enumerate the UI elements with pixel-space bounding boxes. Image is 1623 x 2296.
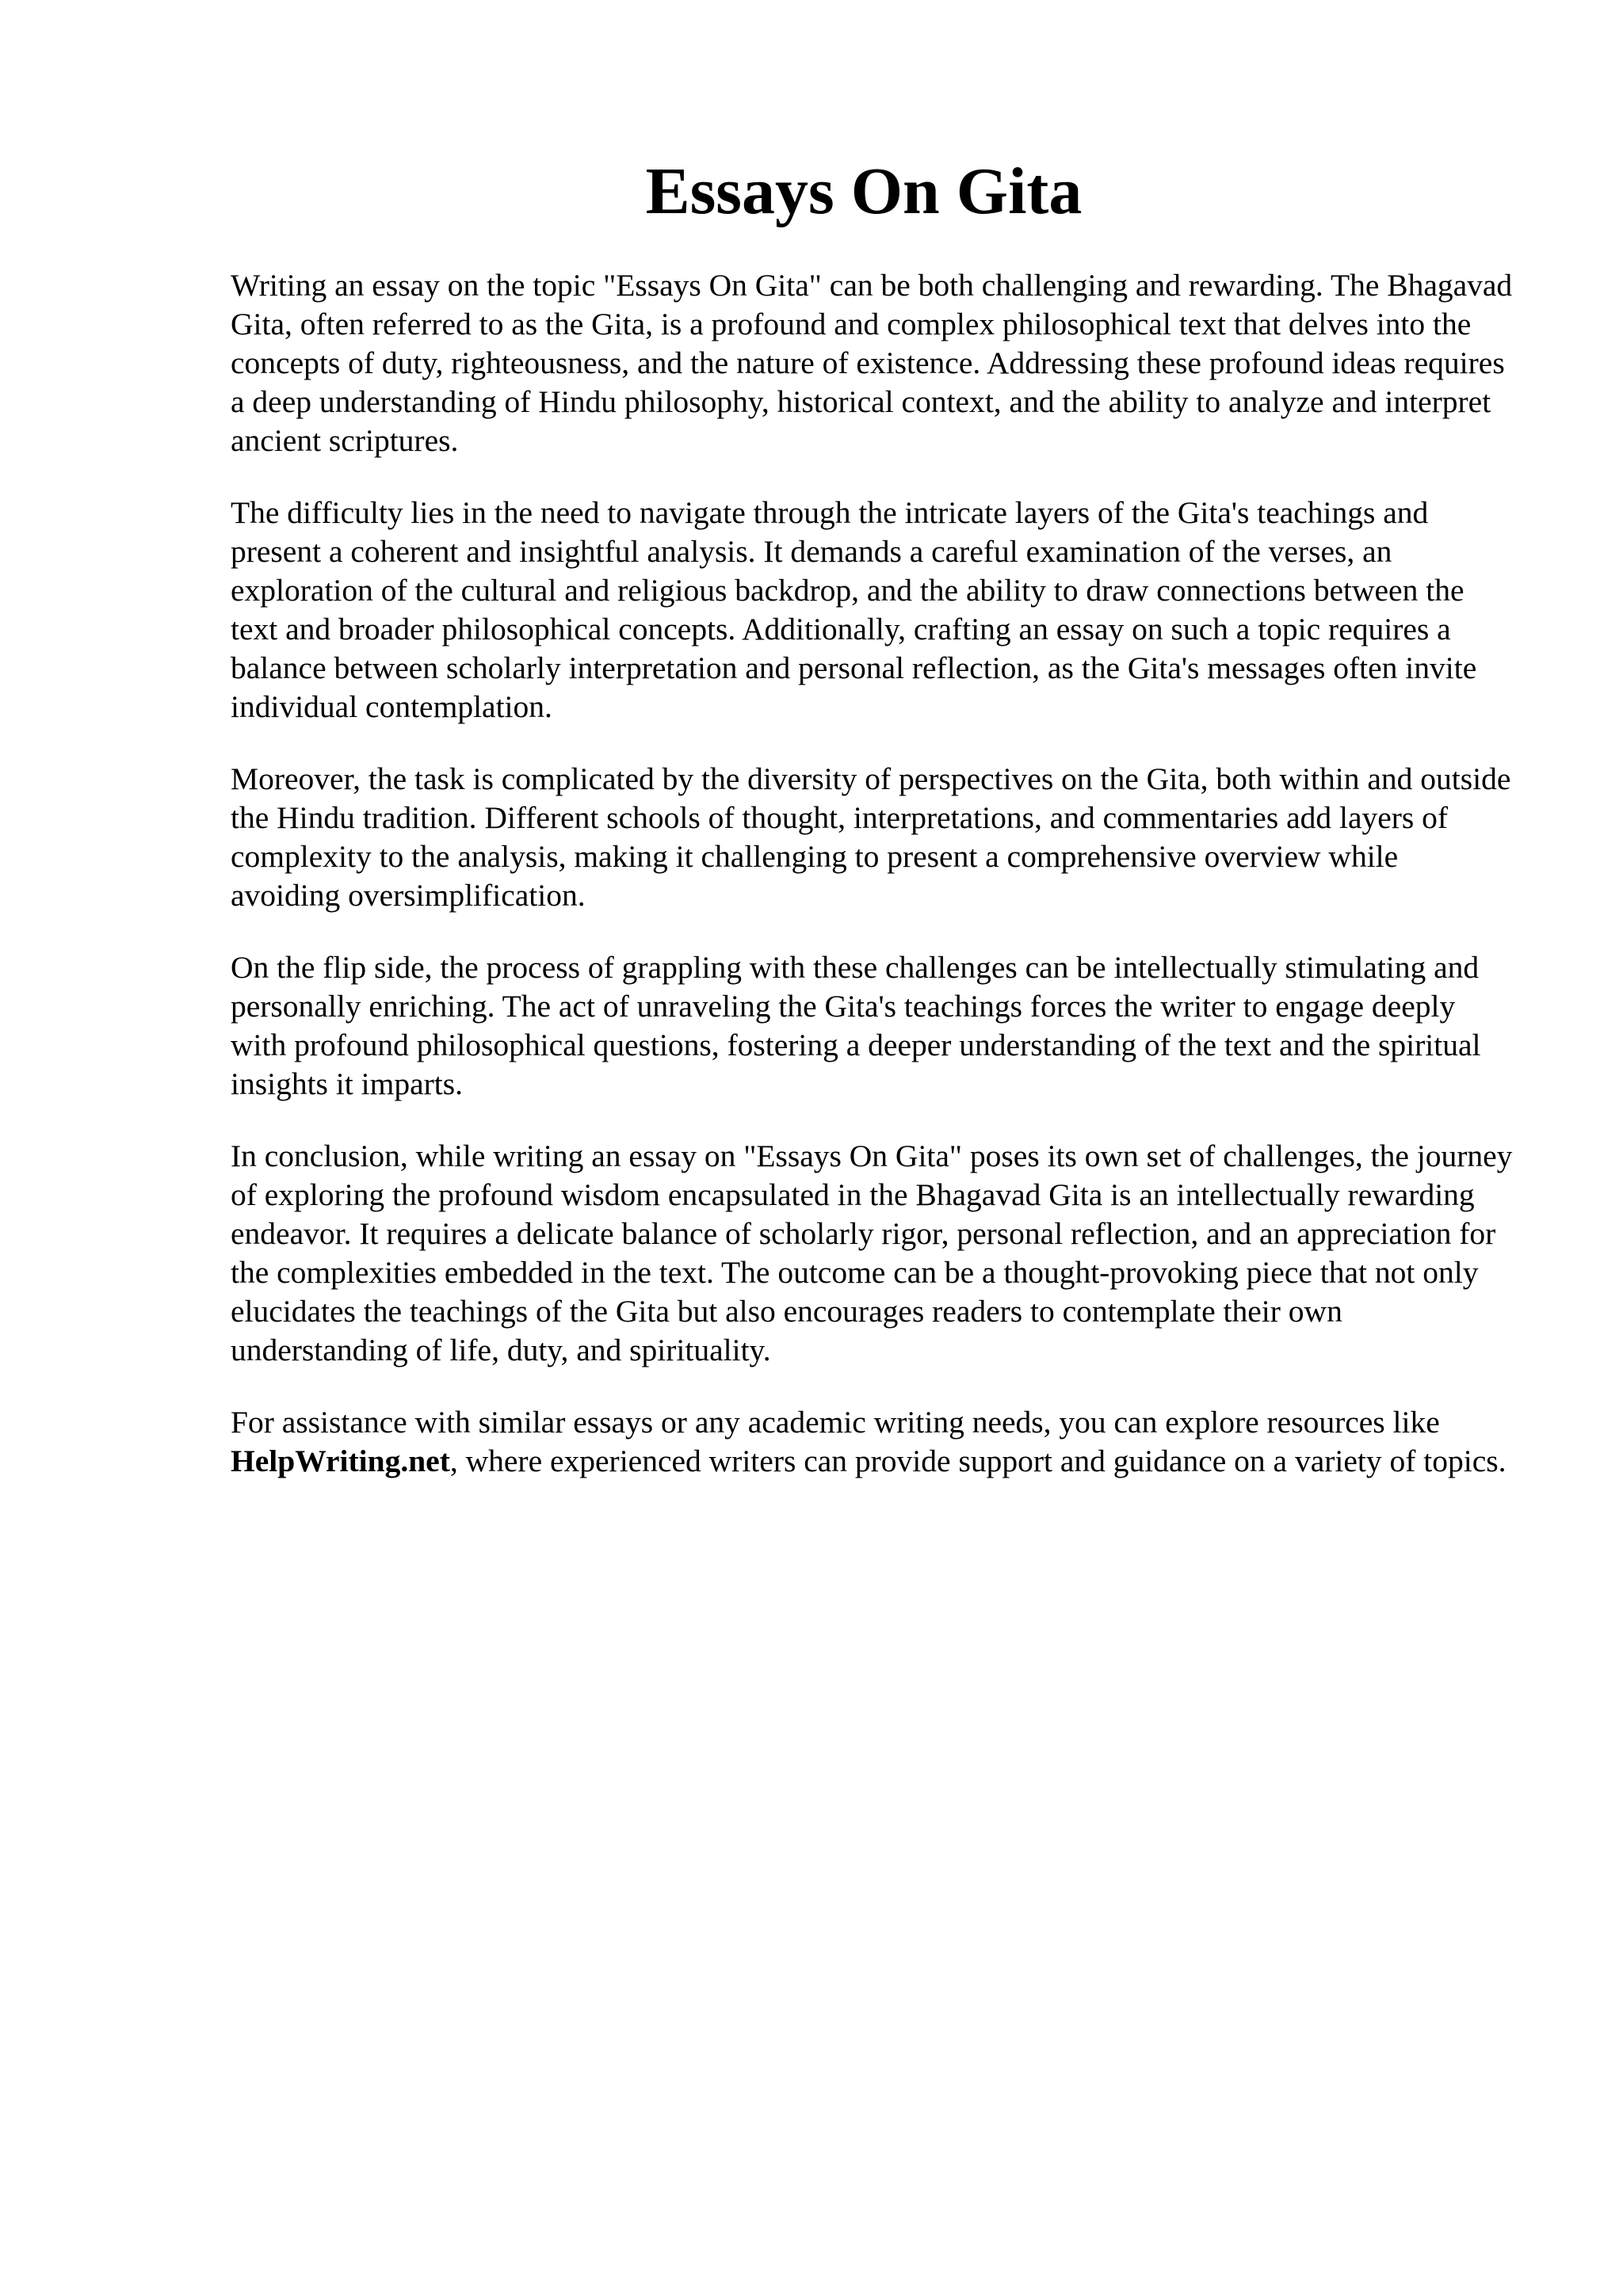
closing-tail-text: , where experienced writers can provide support and guidance on a variety of topics.	[449, 1444, 1507, 1478]
essay-body	[231, 266, 1514, 1514]
paragraph-4: On the flip side, the process of grappling with these challenges can be intellectually stimulating and personally enriching. The act of unraveling the Gita's teachings forces the writer to engage deeply with profound philosophical questions, fostering a deeper understanding of the text and the spiritual insights it imparts.	[231, 950, 1481, 1101]
closing-paragraph	[231, 1403, 1514, 1481]
paragraph-3: Moreover, the task is complicated by the diversity of perspectives on the Gita, both within and outside the Hindu tradition. Different schools of thought, interpretations, and commentaries add layers of complexity to the analysis, making it challenging to present a comprehensive overview while avoiding oversimplification.	[231, 761, 1511, 913]
paragraph-5: In conclusion, while writing an essay on "Essays On Gita" poses its own set of challenges, the journey of exploring the profound wisdom encapsulated in the Bhagavad Gita is an intellectually rewarding endeavor. It requires a delicate balance of scholarly rigor, personal reflection, and an appreciation for the complexities embedded in the text. The outcome can be a thought-provoking piece that not only elucidates the teachings of the Gita but also encourages readers to contemplate their own understanding of life, duty, and spirituality.	[231, 1138, 1513, 1367]
page-title: Essays On Gita	[645, 154, 1083, 228]
paragraph-1: Writing an essay on the topic "Essays On Gita" can be both challenging and rewarding. The Bhagavad Gita, often referred to as the Gita, is a profound and complex philosophical text that delves into the concepts of duty, righteousness, and the nature of existence. Addressing these profound ideas requires a deep understanding of Hindu philosophy, historical context, and the ability to analyze and interpret ancient scriptures.	[231, 268, 1513, 458]
helpwriting-brand: HelpWriting.net	[231, 1444, 450, 1478]
closing-lead-text: For assistance with similar essays or any academic writing needs, you can explore resources like	[231, 1405, 1440, 1440]
paragraph-2: The difficulty lies in the need to navigate through the intricate layers of the Gita's teachings and present a coherent and insightful analysis. It demands a careful examination of the verses, an exploration of the cultural and religious backdrop, and the ability to draw connections between the text and broader philosophical concepts. Additionally, crafting an essay on such a topic requires a balance between scholarly interpretation and personal reflection, as the Gita's messages often invite individual contemplation.	[231, 495, 1477, 724]
